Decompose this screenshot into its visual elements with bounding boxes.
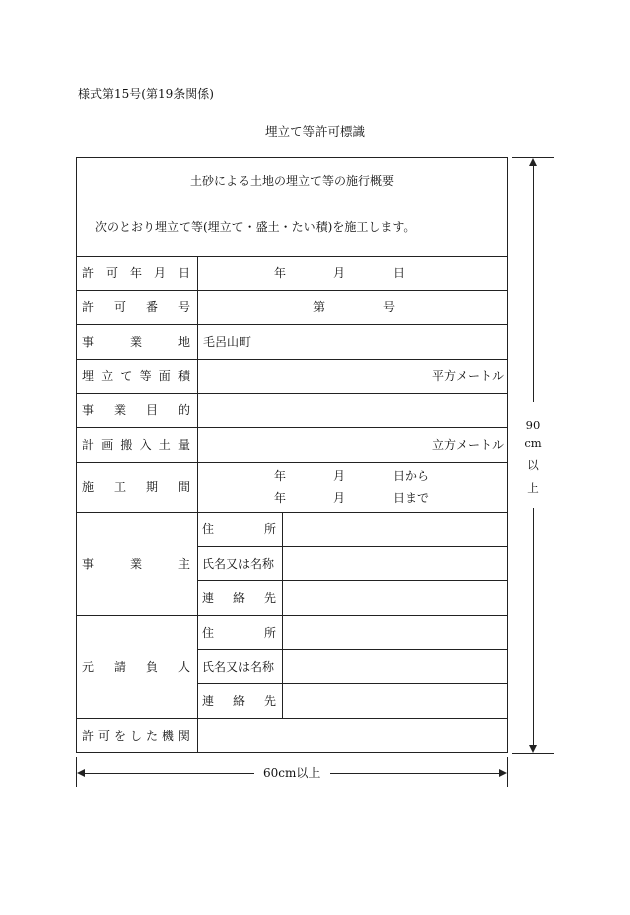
period-start-month: 月 [333, 469, 346, 483]
width-dimension-label: 60cm以上 [263, 766, 321, 780]
label-operator: 事 業 主 [82, 557, 190, 571]
arrow-down-icon [529, 745, 537, 753]
width-extension-right [507, 757, 508, 787]
permit-number-prefix: 第 [313, 300, 326, 314]
permit-date-day: 日 [393, 266, 406, 280]
period-start-year: 年 [274, 469, 287, 483]
operator-address-label: 住 所 [202, 522, 276, 536]
permit-date-month: 月 [333, 266, 346, 280]
permit-date-year: 年 [274, 266, 287, 280]
height-extension-bottom [512, 753, 554, 754]
form-code: 様式第15号(第19条関係) [78, 87, 214, 101]
overview-statement: 次のとおり埋立て等(埋立て・盛土・たい積)を施工します。 [95, 220, 416, 234]
arrow-right-icon [499, 769, 507, 777]
height-dimension-jo: 上 [527, 481, 539, 495]
period-end-day: 日まで [393, 491, 430, 505]
period-end-month: 月 [333, 491, 346, 505]
label-contractor: 元 請 負 人 [82, 660, 190, 674]
row-divider [76, 324, 508, 325]
period-end-year: 年 [274, 491, 287, 505]
operator-contact-label: 連 絡 先 [202, 591, 276, 605]
height-dimension-line [533, 508, 534, 746]
contractor-address-label: 住 所 [202, 626, 276, 640]
row-divider [76, 256, 508, 257]
subrow-divider [197, 649, 508, 650]
height-dimension-line [533, 164, 534, 402]
subrow-divider [197, 683, 508, 684]
height-dimension-number: 90 [525, 418, 541, 432]
column-divider [197, 256, 198, 753]
row-divider [76, 290, 508, 291]
subrow-divider [197, 546, 508, 547]
label-site: 事 業 地 [82, 335, 190, 349]
label-area: 埋 立 て 等 面 積 [82, 369, 190, 383]
label-soil-volume: 計 画 搬 入 土 量 [82, 438, 190, 452]
soil-volume-unit: 立方メートル [432, 438, 505, 452]
overview-title: 土砂による土地の埋立て等の施行概要 [189, 174, 394, 188]
contractor-contact-label: 連 絡 先 [202, 694, 276, 708]
height-dimension-i: 以 [527, 458, 539, 472]
row-divider [76, 512, 508, 513]
row-divider [76, 615, 508, 616]
sign-title: 埋立て等許可標識 [264, 124, 365, 139]
height-dimension-unit: cm [524, 436, 542, 450]
label-purpose: 事 業 目 的 [82, 403, 190, 417]
label-permit-date: 許 可 年 月 日 [82, 266, 190, 280]
area-unit: 平方メートル [432, 369, 505, 383]
width-dimension-line [84, 773, 254, 774]
row-divider [76, 359, 508, 360]
label-period: 施 工 期 間 [82, 480, 190, 494]
period-start-day: 日から [393, 469, 430, 483]
label-authority: 許 可 を し た 機 関 [82, 729, 190, 743]
row-divider [76, 718, 508, 719]
width-dimension-line [330, 773, 500, 774]
row-divider [76, 462, 508, 463]
label-permit-number: 許 可 番 号 [82, 300, 190, 314]
contractor-name-label: 氏名又は名称 [202, 660, 275, 674]
subrow-divider [197, 580, 508, 581]
operator-name-label: 氏名又は名称 [202, 557, 275, 571]
permit-number-suffix: 号 [383, 300, 396, 314]
site-value: 毛呂山町 [203, 335, 252, 349]
row-divider [76, 393, 508, 394]
subcolumn-divider [282, 512, 283, 718]
row-divider [76, 427, 508, 428]
